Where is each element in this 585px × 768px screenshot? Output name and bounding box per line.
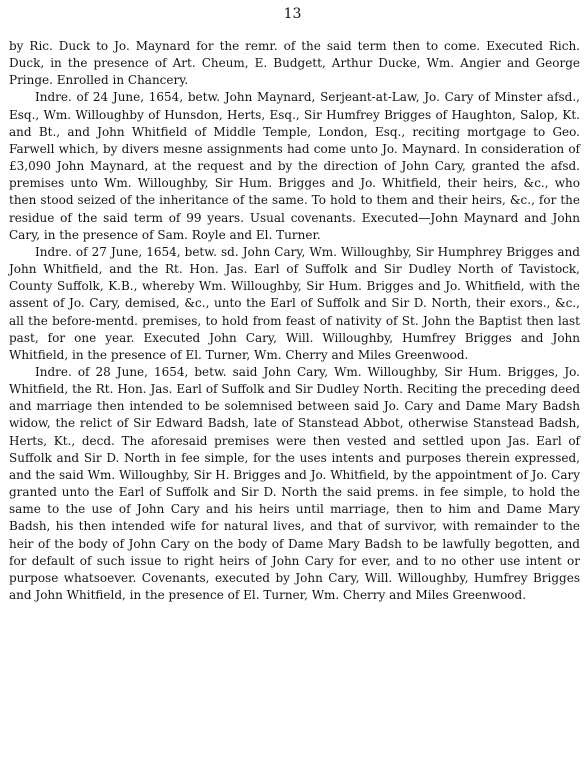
paragraph-indenture-24-june: Indre. of 24 June, 1654, betw. John Maynard, Serjeant-at-Law, Jo. Cary of Minster afsd., Esq., Wm. Willoughby of Hunsdon, Herts, Esq., Sir Humfrey Brigges of Haughton, Salop, Kt. and Bt., and John Whitfield of Middle Temple, London, Esq., reciting mortgage to Geo. Farwell which, by divers mesne assignments had come unto Jo. Maynard. In consideration of £3,090 John Maynard, at the request and by the direction of John Cary, granted the afsd. premises unto Wm. Willoughby, Sir Hum. Brigges and Jo. Whitfield, their heirs, &c., who then stood seized of the inheritance of the same. To hold to them and their heirs, &c., for the residue of the said term of 99 years. Usual covenants. Executed—John Maynard and John Cary, in the presence of Sam. Royle and El. Turner. bbox=[9, 90, 580, 242]
paragraph-indenture-27-june: Indre. of 27 June, 1654, betw. sd. John Cary, Wm. Willoughby, Sir Humphrey Brigges and John Whitfield, and the Rt. Hon. Jas. Earl of Suffolk and Sir Dudley North of Tavistock, County Suffolk, K.B., whereby Wm. Willoughby, Sir Hum. Brigges and Jo. Whitfield, with the assent of Jo. Cary, demised, &c., unto the Earl of Suffolk and Sir D. North, their exors., &c., all the before-mentd. premises, to hold from feast of nativity of St. John the Baptist then last past, for one year. Executed John Cary, Will. Willoughby, Humfrey Brigges and John Whitfield, in the presence of El. Turner, Wm. Cherry and Miles Greenwood. bbox=[9, 244, 580, 362]
paragraph-continuation: by Ric. Duck to Jo. Maynard for the remr. of the said term then to come. Executed Rich. Duck, in the presence of Art. Cheum, E. Budgett, Arthur Ducke, Wm. Angier and George Pringe. Enrolled in Chancery. bbox=[9, 39, 580, 88]
paragraph-indenture-28-june: Indre. of 28 June, 1654, betw. said John Cary, Wm. Willoughby, Sir Hum. Brigges, Jo. Whitfield, the Rt. Hon. Jas. Earl of Suffolk and Sir Dudley North. Reciting the preceding deed and marriage then intended to be solemnised between said Jo. Cary and Dame Mary Badsh widow, the relict of Sir Edward Badsh, late of Stanstead Abbot, otherwise Stanstead Badsh, Herts, Kt., decd. The aforesaid premises were then vested and settled upon Jas. Earl of Suffolk and Sir D. North in fee simple, for the uses intents and purposes therein expressed, and the said Wm. Willoughby, Sir H. Brigges and Jo. Whitfield, by the appointment of Jo. Cary granted unto the Earl of Suffolk and Sir D. North the said prems. in fee simple, to hold the same to the use of John Cary and his heirs until marriage, then to him and Dame Mary Badsh, his then intended wife for natural lives, and that of survivor, with remainder to the heir of the body of John Cary on the body of Dame Mary Badsh to be lawfully begotten, and for default of such issue to right heirs of John Cary for ever, and to no other use intent or purpose whatsoever. Covenants, executed by John Cary, Will. Willoughby, Humfrey Brigges and John Whitfield, in the presence of El. Turner, Wm. Cherry and Miles Greenwood. bbox=[9, 364, 580, 602]
page-number: 13 bbox=[283, 6, 302, 22]
document-body bbox=[9, 38, 580, 604]
